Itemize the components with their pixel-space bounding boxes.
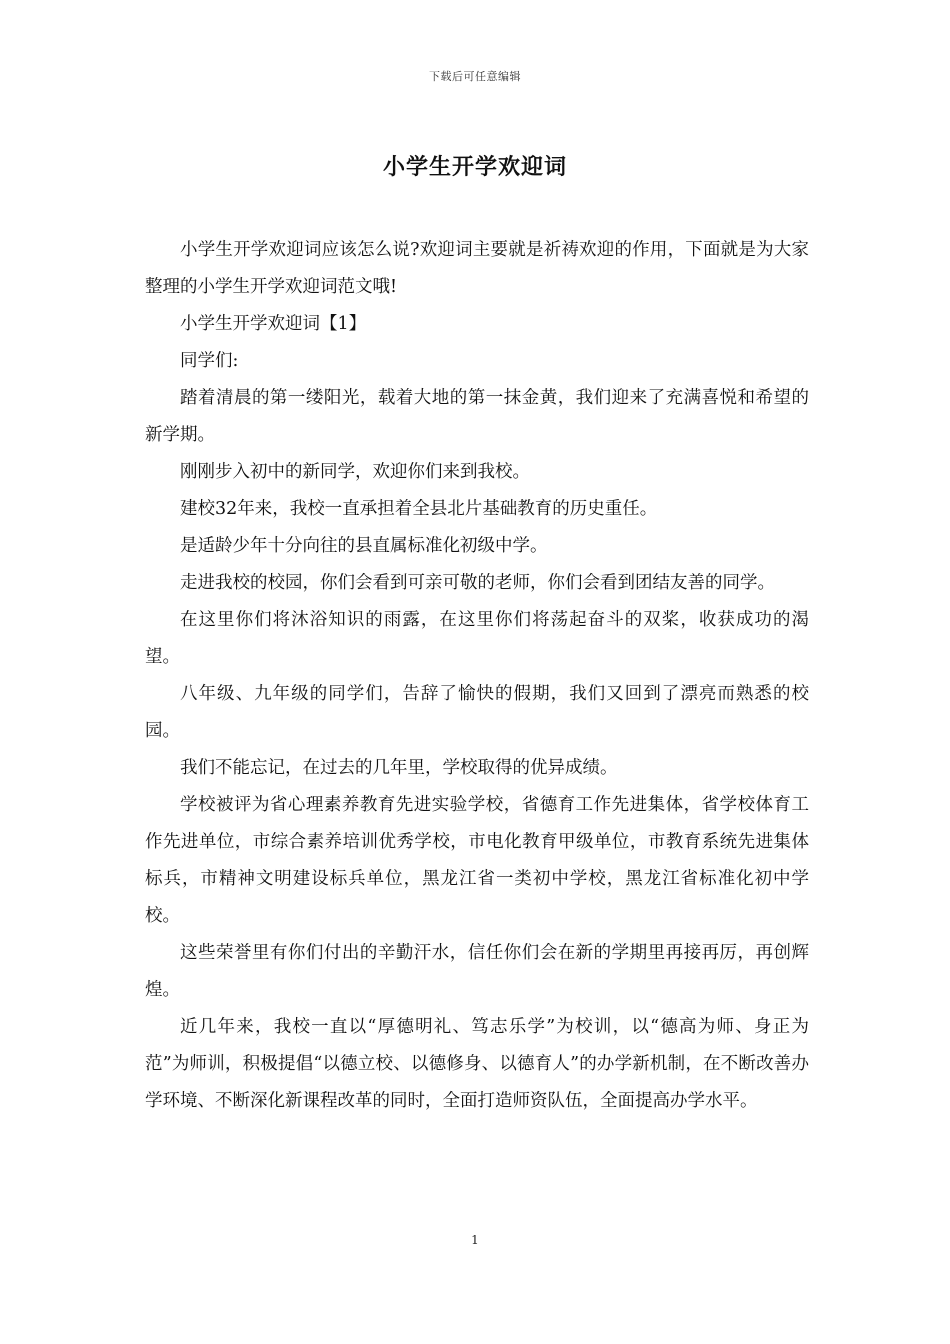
paragraph: 是适龄少年十分向往的县直属标准化初级中学。 [180,536,548,556]
document-title: 小学生开学欢迎词 [382,154,567,180]
paragraph: 我们不能忘记，在过去的几年里，学校取得的优异成绩。 [180,758,618,778]
page-header: 下载后可任意编辑 [429,70,521,83]
paragraph: 在这里你们将沐浴知识的雨露，在这里你们将荡起奋斗的双桨，收获成功的渴望。 [145,610,809,667]
document-body [145,232,809,1120]
paragraph-intro: 小学生开学欢迎词应该怎么说?欢迎词主要就是祈祷欢迎的作用，下面就是为大家整理的小学生开学欢迎词范文哦! [145,240,809,297]
paragraph-salutation: 同学们: [180,351,239,371]
paragraph: 走进我校的校园，你们会看到可亲可敬的老师，你们会看到团结友善的同学。 [180,573,775,593]
paragraph: 踏着清晨的第一缕阳光，载着大地的第一抹金黄，我们迎来了充满喜悦和希望的新学期。 [145,388,809,445]
page-number: 1 [471,1233,479,1247]
paragraph: 学校被评为省心理素养教育先进实验学校，省德育工作先进集体，省学校体育工作先进单位，市综合素养培训优秀学校，市电化教育甲级单位，市教育系统先进集体标兵，市精神文明建设标兵单位，黑龙江省一类初中学校，黑龙江省标准化初中学校。 [145,795,809,926]
paragraph: 近几年来，我校一直以“厚德明礼、笃志乐学”为校训，以“德高为师、身正为范”为师训，积极提倡“以德立校、以德修身、以德育人”的办学新机制，在不断改善办学环境、不断深化新课程改革的同时，全面打造师资队伍，全面提高办学水平。 [145,1017,809,1111]
paragraph: 建校32年来，我校一直承担着全县北片基础教育的历史重任。 [180,499,658,519]
paragraph: 刚刚步入初中的新同学，欢迎你们来到我校。 [180,462,530,482]
paragraph: 这些荣誉里有你们付出的辛勤汗水，信任你们会在新的学期里再接再厉，再创辉煌。 [145,943,809,1000]
paragraph: 八年级、九年级的同学们，告辞了愉快的假期，我们又回到了漂亮而熟悉的校园。 [145,684,809,741]
section-heading: 小学生开学欢迎词【1】 [180,314,367,334]
